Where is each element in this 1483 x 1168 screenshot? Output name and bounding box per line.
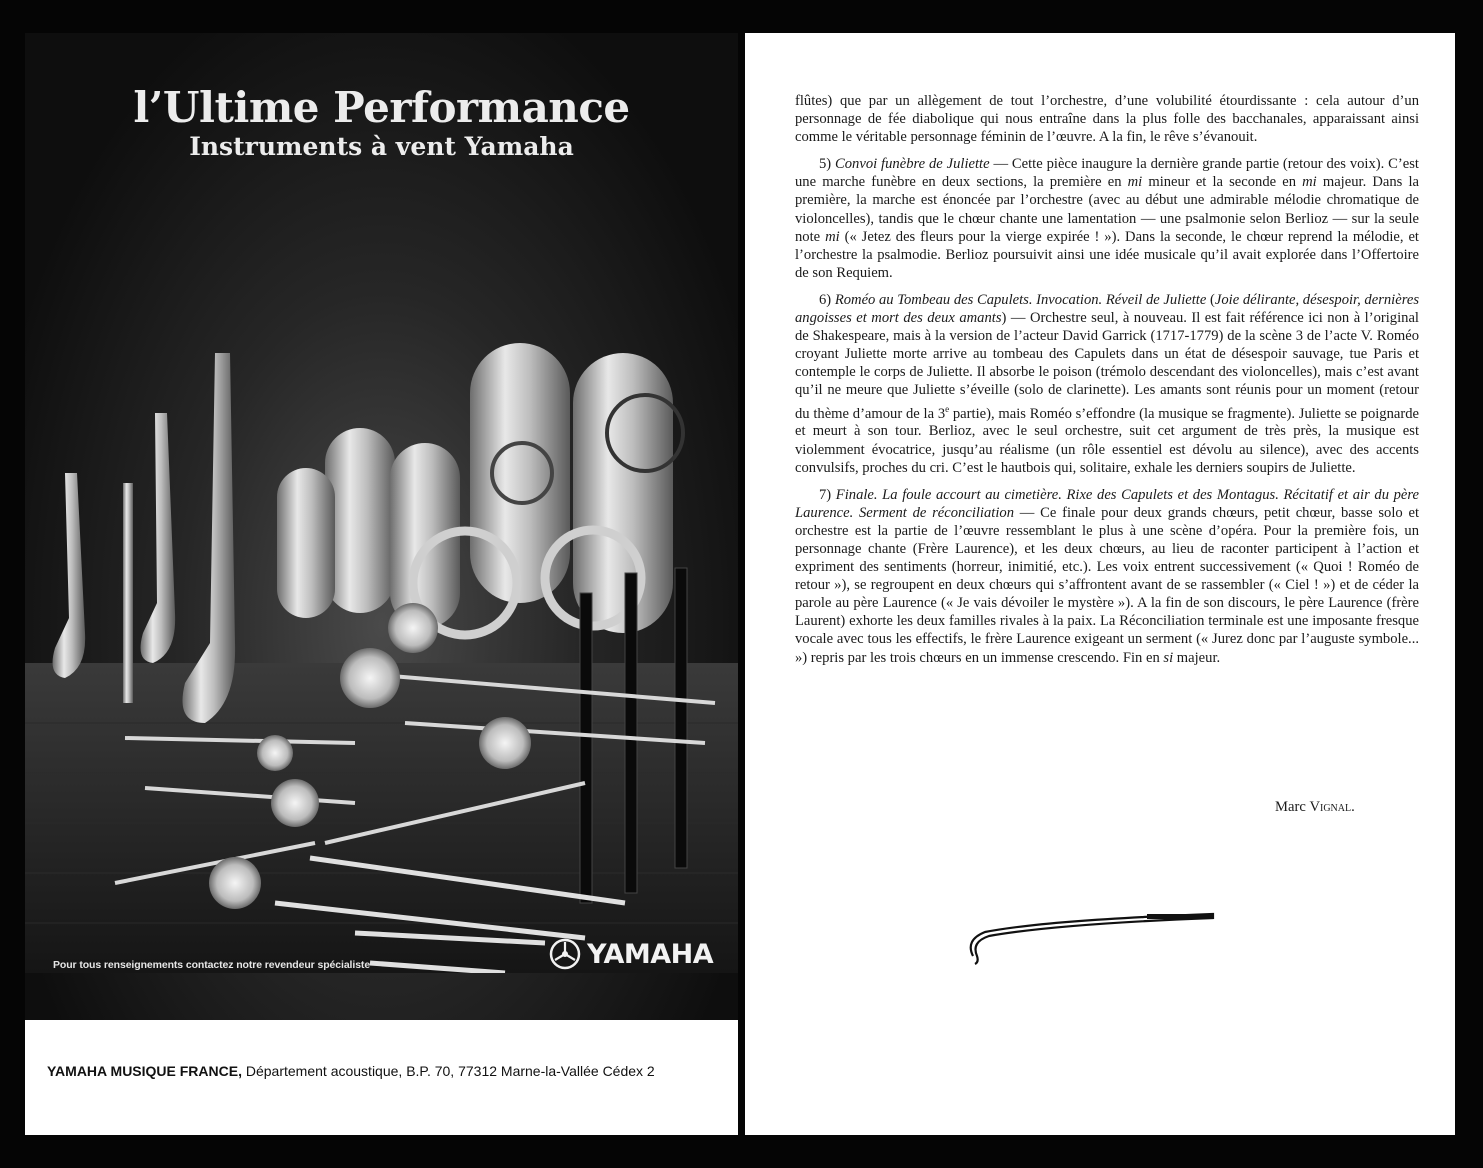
footer-address: Département acoustique, B.P. 70, 77312 Marne-la-Vallée Cédex 2: [241, 1063, 655, 1079]
paragraph-6: 6) Roméo au Tombeau des Capulets. Invocation. Réveil de Juliette (Joie délirante, désespoir, dernières angoisses et mort des deux amants) — Orchestre seul, à nouveau. Il est fait référence ici non à l’original de Shakespeare, mais à la version de l’acteur David Garrick (1717-1779) de la scène 3 de l’acte V. Roméo croyant Juliette morte arrive au tombeau des Capulets dans un état de désespoir sauvage, tue Paris et contemple le corps de Juliette. Il absorbe le poison (trémolo descendant des violoncelles), mais c’est avant qu’il ne meure que Juliette s’éveille (solo de clarinette). Les amants sont réunis pour un moment (retour du thème d’amour de la 3e partie), mais Roméo s’effondre (la musique se fragmente). Juliette se poignarde et meurt à son tour. Berlioz, avec le seul orchestre, suit cet argument de très près, la musique est violemment évocatrice, jusqu’au réalisme (un rôle essentiel est dévolu au silence), avec des accents convulsifs, proches du cri. C’est le hautbois qui, solitaire, exhale les derniers soupirs de Juliette.: [795, 291, 1419, 476]
instruments-photo: [25, 33, 738, 1020]
advertisement-page: [25, 33, 738, 1135]
yamaha-brand: YAMAHA: [587, 938, 714, 970]
decorative-flourish: [967, 908, 1219, 968]
paragraph-7: 7) Finale. La foule accourt au cimetière. Rixe des Capulets et des Montagus. Récitatif et air du père Laurence. Serment de réconciliation — Ce finale pour deux grands chœurs, petit chœur, basse solo et orchestre est la partie de l’œuvre ressemblant le plus à une scène d’opéra. Pour la première fois, un personnage chante (Frère Laurence), et les deux chœurs, au lieu de raconter participent à l’action et expriment des sentiments (horreur, inimitié, etc.). Les voix entrent successivement (« Quoi ! Roméo de retour »), se regroupent en deux chœurs qui s’affrontent avant de se rassembler (« Ciel ! ») et de céder la parole au père Laurence (« Je vais dévoiler le mystère »). A la fin de son discours, le père Laurence (frère Laurent) exhorte les deux familles rivales à la paix. La Réconciliation terminale est une imposante fresque vocale avec tous les effectifs, le frère Laurence exigeant un serment (« Jurez donc par l’auguste symbole... ») repris par les trois chœurs en un immense crescendo. Fin en si majeur.: [795, 486, 1420, 666]
ad-footer: [47, 1063, 655, 1079]
section-title-5: Convoi funèbre de Juliette: [835, 156, 990, 173]
ad-subtitle: Instruments à vent Yamaha: [189, 132, 574, 161]
text-page: [745, 33, 1455, 1135]
author-signature: Marc Vignal.: [1275, 799, 1355, 815]
ad-title: l’Ultime Performance: [133, 83, 630, 132]
article-body: [795, 92, 1419, 676]
paragraph-5: 5) Convoi funèbre de Juliette — Cette pièce inaugure la dernière grande partie (retour des voix). C’est une marche funèbre en deux sections, la première en mi mineur et la seconde en mi majeur. Dans la première, la marche est énoncée par l’orchestre (avec au début une admirable mélodie chromatique de violoncelles), tandis que le chœur chante une lamentation — une psalmonie selon Berlioz — sur la seule note mi (« Jetez des fleurs pour la vierge expirée ! »). Dans la seconde, le chœur reprend la mélodie, et l’orchestre la psalmodie. Berlioz poursuivit ainsi une idée musicale qu’il avait explorée dans l’Offertoire de son Requiem.: [795, 156, 1419, 281]
footer-company: YAMAHA MUSIQUE FRANCE,: [47, 1063, 242, 1079]
wind-instruments-illustration: [25, 283, 738, 973]
section-title-6: Roméo au Tombeau des Capulets. Invocation. Réveil de Juliette: [834, 291, 1207, 308]
section-title-7: Finale. La foule accourt au cimetière. Rixe des Capulets et des Montagus. Récitatif et air du père Laurence. Serment de réconciliation: [795, 486, 1420, 521]
paragraph-intro: flûtes) que par un allègement de tout l’orchestre, d’une volubilité étourdissante : cela autour d’un personnage de fée diabolique qui nous entraîne dans la plus folle des bacchanales, apparaissant ainsi comme le véritable personnage féminin de l’œuvre. A la fin, le rêve s’évanouit.: [795, 93, 1419, 146]
yamaha-tuning-forks-icon: [549, 938, 581, 970]
ad-contact-note: Pour tous renseignements contactez notre revendeur spécialiste: [53, 959, 371, 971]
yamaha-logo: [549, 938, 713, 970]
